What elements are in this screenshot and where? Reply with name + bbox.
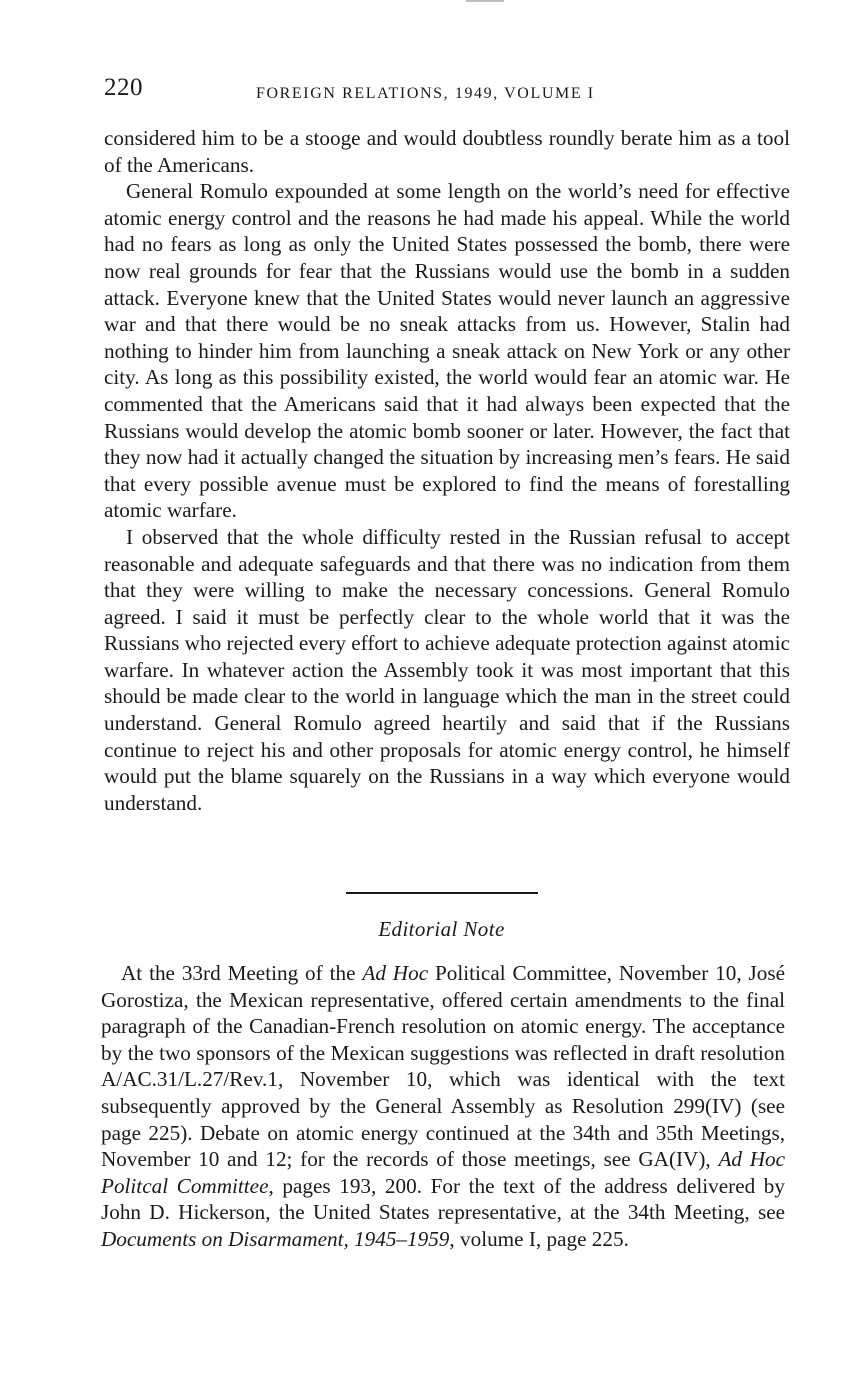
editorial-note-text (101, 960, 785, 1253)
running-head: FOREIGN RELATIONS, 1949, VOLUME I (256, 85, 595, 102)
section-separator-rule (346, 892, 538, 894)
editorial-italic-segment: Ad Hoc (362, 961, 429, 985)
paragraph-continued: considered him to be a stooge and would doubtless roundly berate him as a tool of the Americans. (104, 126, 790, 177)
editorial-segment: At the 33rd Meeting of the (121, 961, 363, 985)
editorial-note-title: Editorial Note (378, 917, 505, 941)
editorial-italic-segment: Documents on Disarmament, 1945–1959 (101, 1226, 450, 1251)
editorial-italic-segment: Ad Hoc Politcal Committee (101, 1147, 785, 1198)
editorial-segment: , volume I, page 225. (449, 1226, 629, 1251)
page-header (104, 74, 788, 110)
top-edge-mark (466, 0, 504, 2)
memorandum-text (104, 125, 790, 816)
editorial-segment: , pages 193, 200. For the text of the address delivered by John D. Hickerson, the United States representative, at the 34th Meeting, see (101, 1173, 785, 1225)
paragraph-russian-refusal: I observed that the whole difficulty rested in the Russian refusal to accept reasonable and adequate safeguards and that there was no indication from them that they were willing to make the necessary concessions. General Romulo agreed. I said it must be perfectly clear to the whole world that it was the Russians who rejected every effort to achieve adequate protection against atomic warfare. In whatever action the Assembly took it was most important that this should be made clear to the world in language which the man in the street could understand. General Romulo agreed heartily and said that if the Russians continue to reject his and other proposals for atomic energy control, he himself would put the blame squarely on the Russians in a way which everyone would understand. (104, 524, 790, 815)
editorial-paragraph (101, 960, 785, 1253)
paragraph-romulo-atomic-control: General Romulo expounded at some length on the world’s need for effective atomic energy control and the reasons he had made his appeal. While the world had no fears as long as only the United States possessed the bomb, there were now real grounds for fear that the Russians would use the bomb in a sudden attack. Everyone knew that the United States would never launch an aggressive war and that there would be no sneak attacks from us. However, Stalin had nothing to hinder him from launching a sneak attack on New York or any other city. As long as this possibility existed, the world would fear an atomic war. He commented that the Americans said that it had always been expected that the Russians would develop the atomic bomb sooner or later. However, the fact that they now had it actually changed the situation by increasing men’s fears. He said that every possible avenue must be explored to find the means of forestalling atomic warfare. (104, 179, 790, 523)
page-number: 220 (104, 74, 143, 101)
editorial-segment: Political Committee, November 10, José Gorostiza, the Mexican representative, offered certain amendments to the final paragraph of the Canadian-French resolution on atomic energy. The acceptance by the two sponsors of the Mexican suggestions was reflected in draft resolution A/AC.31/L.27/Rev.1, November 10, which was identical with the text subsequently approved by the General Assembly as Resolution 299(IV) (see page 225). Debate on atomic energy continued at the 34th and 35th Meetings, November 10 and 12; for the records of those meetings, see GA(IV), (101, 961, 786, 1172)
